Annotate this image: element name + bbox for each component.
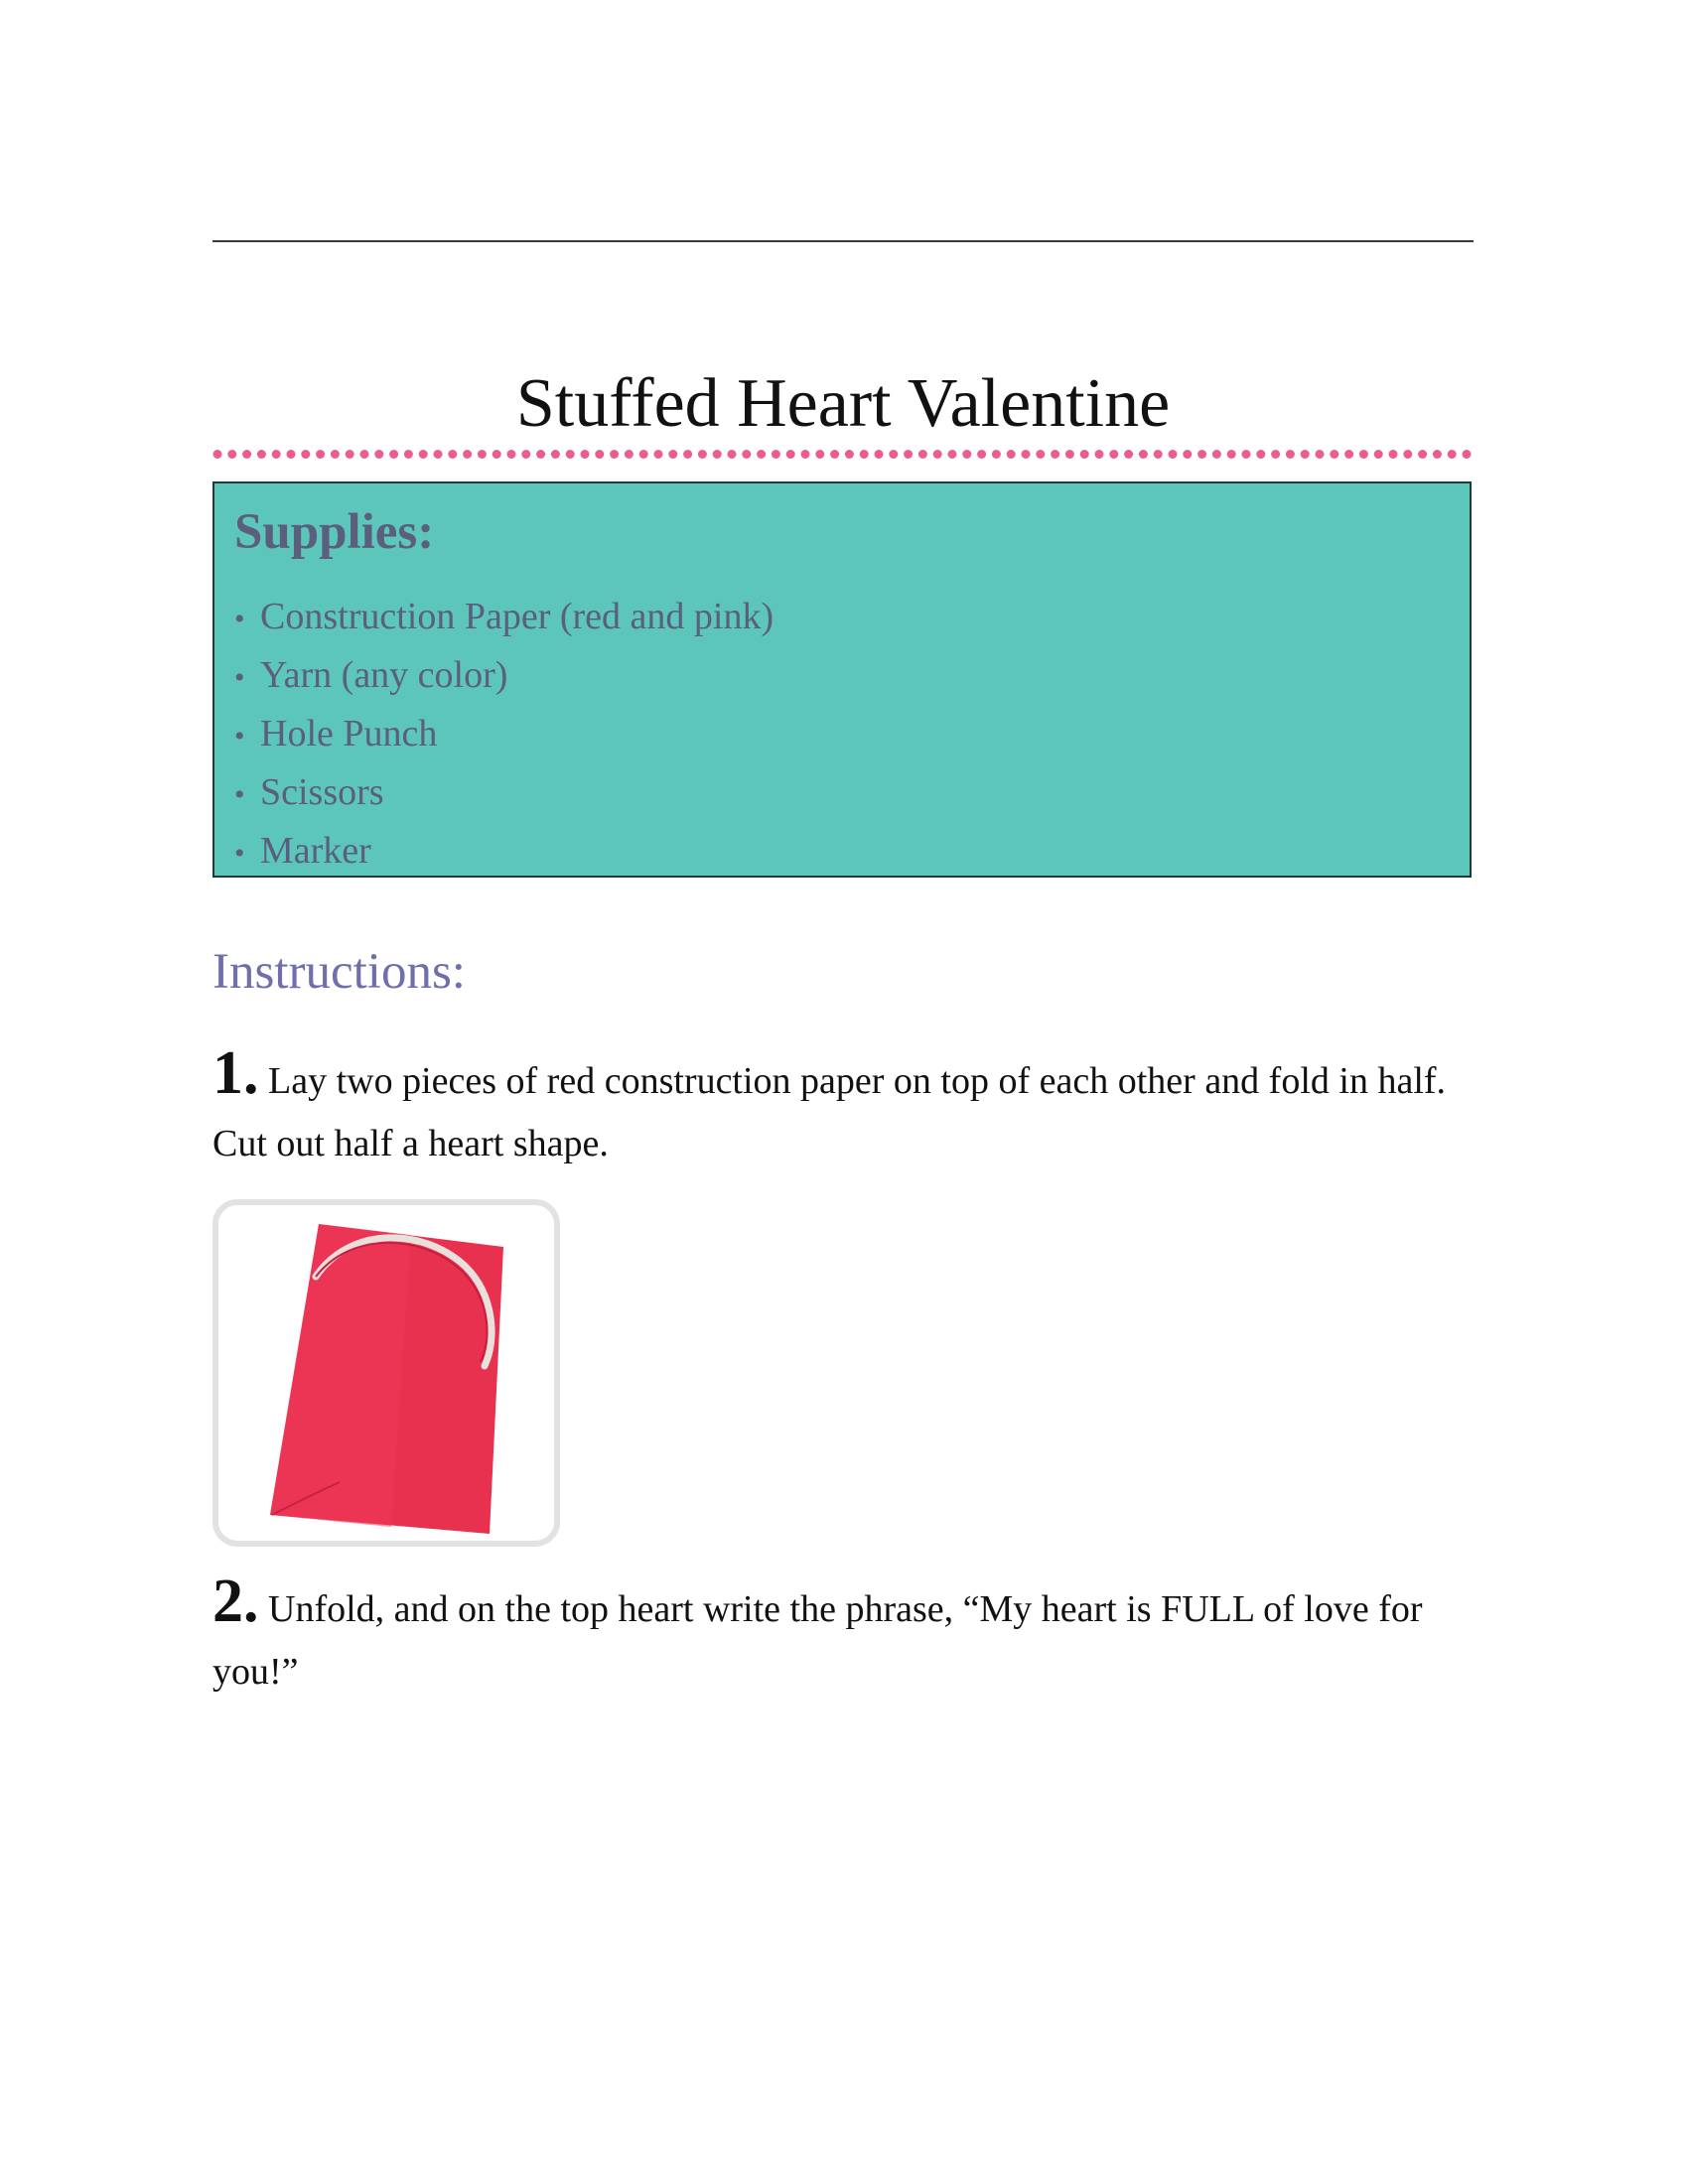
divider-dot bbox=[904, 450, 913, 459]
divider-dot bbox=[918, 450, 927, 459]
bullet-icon: • bbox=[234, 603, 245, 635]
divider-dot bbox=[346, 450, 354, 459]
supplies-list bbox=[234, 589, 774, 882]
divider-dot bbox=[419, 450, 428, 459]
divider-dot bbox=[860, 450, 869, 459]
divider-dot bbox=[845, 450, 854, 459]
step-text: Lay two pieces of red construction paper on top of each other and fold in half. Cut out half a heart shape. bbox=[212, 1060, 1447, 1164]
divider-dot bbox=[566, 450, 575, 459]
divider-dot bbox=[1022, 450, 1031, 459]
divider-dot bbox=[962, 450, 971, 459]
divider-dot bbox=[668, 450, 677, 459]
divider-dot bbox=[933, 450, 942, 459]
divider-dot bbox=[948, 450, 957, 459]
divider-dot bbox=[287, 450, 296, 459]
divider-dot bbox=[1124, 450, 1133, 459]
divider-dot bbox=[757, 450, 766, 459]
divider-dot bbox=[1271, 450, 1280, 459]
divider-dot bbox=[257, 450, 266, 459]
divider-dot bbox=[1051, 450, 1059, 459]
divider-dot bbox=[625, 450, 633, 459]
divider-dot bbox=[331, 450, 340, 459]
instruction-step-1 bbox=[212, 1039, 1476, 1175]
step-text: Unfold, and on the top heart write the phrase, “My heart is FULL of love for you!” bbox=[212, 1588, 1423, 1693]
supplies-heading: Supplies: bbox=[234, 504, 435, 560]
divider-dot bbox=[360, 450, 369, 459]
divider-dot bbox=[1242, 450, 1251, 459]
divider-dot bbox=[815, 450, 824, 459]
supply-label: Hole Punch bbox=[260, 713, 438, 754]
divider-dot bbox=[1403, 450, 1412, 459]
divider-dot bbox=[1109, 450, 1118, 459]
divider-dot bbox=[742, 450, 751, 459]
step-number: 1. bbox=[212, 1039, 259, 1107]
divider-dot bbox=[713, 450, 722, 459]
list-item bbox=[234, 764, 774, 823]
divider-dot bbox=[301, 450, 310, 459]
divider-dot bbox=[595, 450, 604, 459]
divider-dot bbox=[889, 450, 898, 459]
list-item bbox=[234, 706, 774, 764]
folded-red-paper-icon bbox=[212, 1199, 560, 1547]
divider-dot bbox=[1212, 450, 1221, 459]
divider-dot bbox=[1154, 450, 1163, 459]
bullet-icon: • bbox=[234, 720, 245, 752]
instructions-heading: Instructions: bbox=[212, 944, 466, 1000]
divider-dot bbox=[992, 450, 1001, 459]
divider-dot bbox=[1463, 450, 1472, 459]
divider-dot bbox=[1036, 450, 1045, 459]
divider-dot bbox=[1256, 450, 1265, 459]
divider-dot bbox=[698, 450, 707, 459]
list-item bbox=[234, 589, 774, 647]
divider-dot bbox=[551, 450, 560, 459]
bullet-icon: • bbox=[234, 837, 245, 870]
divider-dot bbox=[1183, 450, 1192, 459]
supply-label: Scissors bbox=[260, 771, 384, 813]
divider-dot bbox=[1227, 450, 1236, 459]
divider-dot bbox=[316, 450, 325, 459]
divider-dot bbox=[1095, 450, 1104, 459]
divider-dot bbox=[683, 450, 692, 459]
page-title: Stuffed Heart Valentine bbox=[515, 365, 1171, 442]
dotted-divider bbox=[212, 449, 1479, 460]
supply-label: Marker bbox=[260, 830, 371, 872]
divider-dot bbox=[521, 450, 530, 459]
step-number: 2. bbox=[212, 1568, 259, 1635]
divider-dot bbox=[492, 450, 501, 459]
divider-dot bbox=[772, 450, 780, 459]
divider-dot bbox=[536, 450, 545, 459]
divider-dot bbox=[610, 450, 619, 459]
divider-dot bbox=[213, 450, 222, 459]
list-item bbox=[234, 647, 774, 706]
divider-dot bbox=[1286, 450, 1295, 459]
bullet-icon: • bbox=[234, 661, 245, 694]
supply-label: Construction Paper (red and pink) bbox=[260, 596, 774, 637]
divider-dot bbox=[1301, 450, 1310, 459]
divider-dot bbox=[801, 450, 810, 459]
divider-dot bbox=[1344, 450, 1353, 459]
divider-dot bbox=[1433, 450, 1442, 459]
supplies-box bbox=[212, 481, 1472, 878]
divider-dot bbox=[977, 450, 986, 459]
divider-dot bbox=[1374, 450, 1383, 459]
divider-dot bbox=[1139, 450, 1148, 459]
divider-dot bbox=[1359, 450, 1368, 459]
divider-dot bbox=[1330, 450, 1338, 459]
divider-dot bbox=[1169, 450, 1178, 459]
divider-dot bbox=[1007, 450, 1016, 459]
header-rule bbox=[212, 240, 1474, 242]
instruction-step-2 bbox=[212, 1568, 1476, 1704]
divider-dot bbox=[1389, 450, 1398, 459]
bullet-icon: • bbox=[234, 778, 245, 811]
divider-dot bbox=[404, 450, 413, 459]
divider-dot bbox=[389, 450, 398, 459]
step-1-photo bbox=[212, 1199, 560, 1547]
divider-dot bbox=[728, 450, 737, 459]
divider-dot bbox=[830, 450, 839, 459]
divider-dot bbox=[1418, 450, 1427, 459]
divider-dot bbox=[463, 450, 472, 459]
divider-dot bbox=[507, 450, 516, 459]
divider-dot bbox=[448, 450, 457, 459]
divider-dot bbox=[242, 450, 251, 459]
divider-dot bbox=[227, 450, 236, 459]
divider-dot bbox=[875, 450, 884, 459]
divider-dot bbox=[1448, 450, 1457, 459]
divider-dot bbox=[1316, 450, 1325, 459]
divider-dot bbox=[654, 450, 663, 459]
list-item bbox=[234, 823, 774, 882]
supply-label: Yarn (any color) bbox=[260, 654, 508, 696]
divider-dot bbox=[434, 450, 443, 459]
divider-dot bbox=[786, 450, 795, 459]
divider-dot bbox=[1065, 450, 1074, 459]
divider-dot bbox=[374, 450, 383, 459]
divider-dot bbox=[581, 450, 590, 459]
divider-dot bbox=[639, 450, 648, 459]
divider-dot bbox=[1197, 450, 1206, 459]
divider-dot bbox=[478, 450, 487, 459]
divider-dot bbox=[1080, 450, 1089, 459]
divider-dot bbox=[272, 450, 281, 459]
